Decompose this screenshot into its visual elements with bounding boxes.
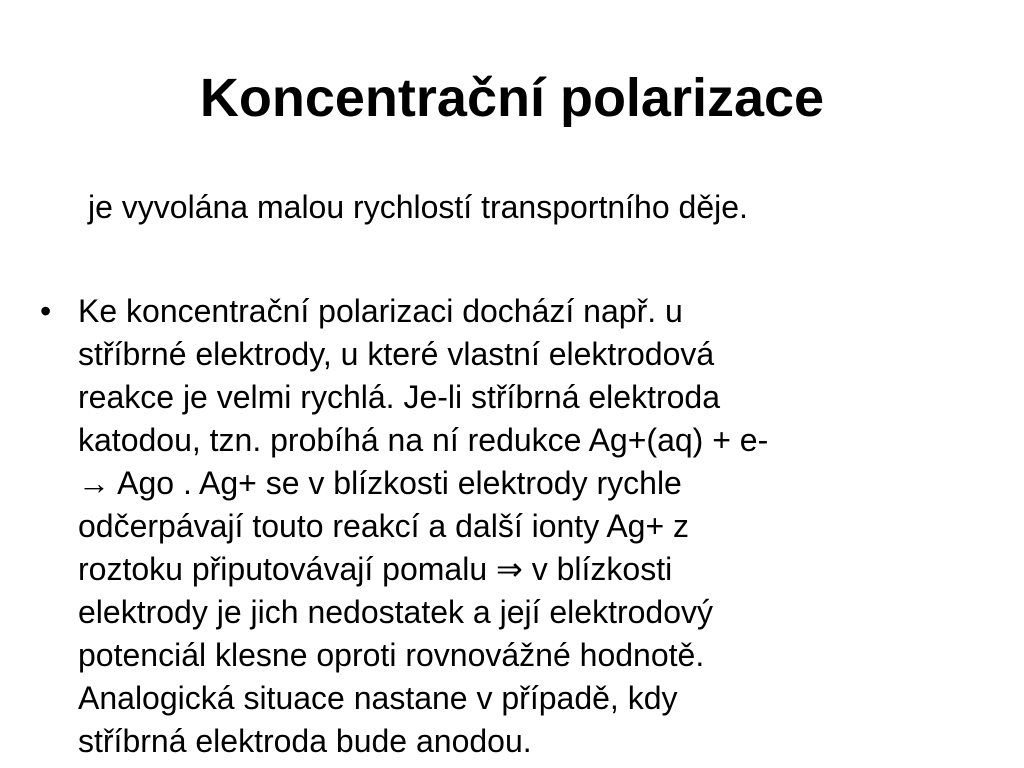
bullet-line: Analogická situace nastane v případě, kdy [78, 680, 678, 716]
bullet-line: katodou, tzn. probíhá na ní redukce Ag+(aq) + e- [78, 422, 769, 458]
bullet-line: reakce je velmi rychlá. Je-li stříbrná elektroda [78, 379, 721, 415]
bullet-line: Ke koncentrační polarizaci dochází např. u [78, 293, 683, 329]
slide-subtitle: je vyvolána malou rychlostí transportního děje. [88, 189, 748, 225]
slide-title: Koncentrační polarizace [199, 68, 825, 128]
bullet-marker: • [40, 293, 52, 329]
bullet-list [36, 290, 966, 763]
bullet-line: elektrody je jich nedostatek a její elektrodový [78, 594, 714, 630]
bullet-line: odčerpávají touto reakcí a další ionty Ag+ z [78, 508, 690, 544]
bullet-line: stříbrné elektrody, u které vlastní elektrodová [78, 336, 715, 372]
bullet-line: stříbrná elektroda bude anodou. [78, 723, 532, 759]
bullet-item [36, 290, 966, 763]
bullet-line: → Ago . Ag+ se v blízkosti elektrody rychle [78, 465, 682, 501]
bullet-line: roztoku připutovávají pomalu ⇒ v blízkosti [78, 551, 673, 587]
bullet-line: potenciál klesne oproti rovnovážné hodnotě. [78, 637, 705, 673]
